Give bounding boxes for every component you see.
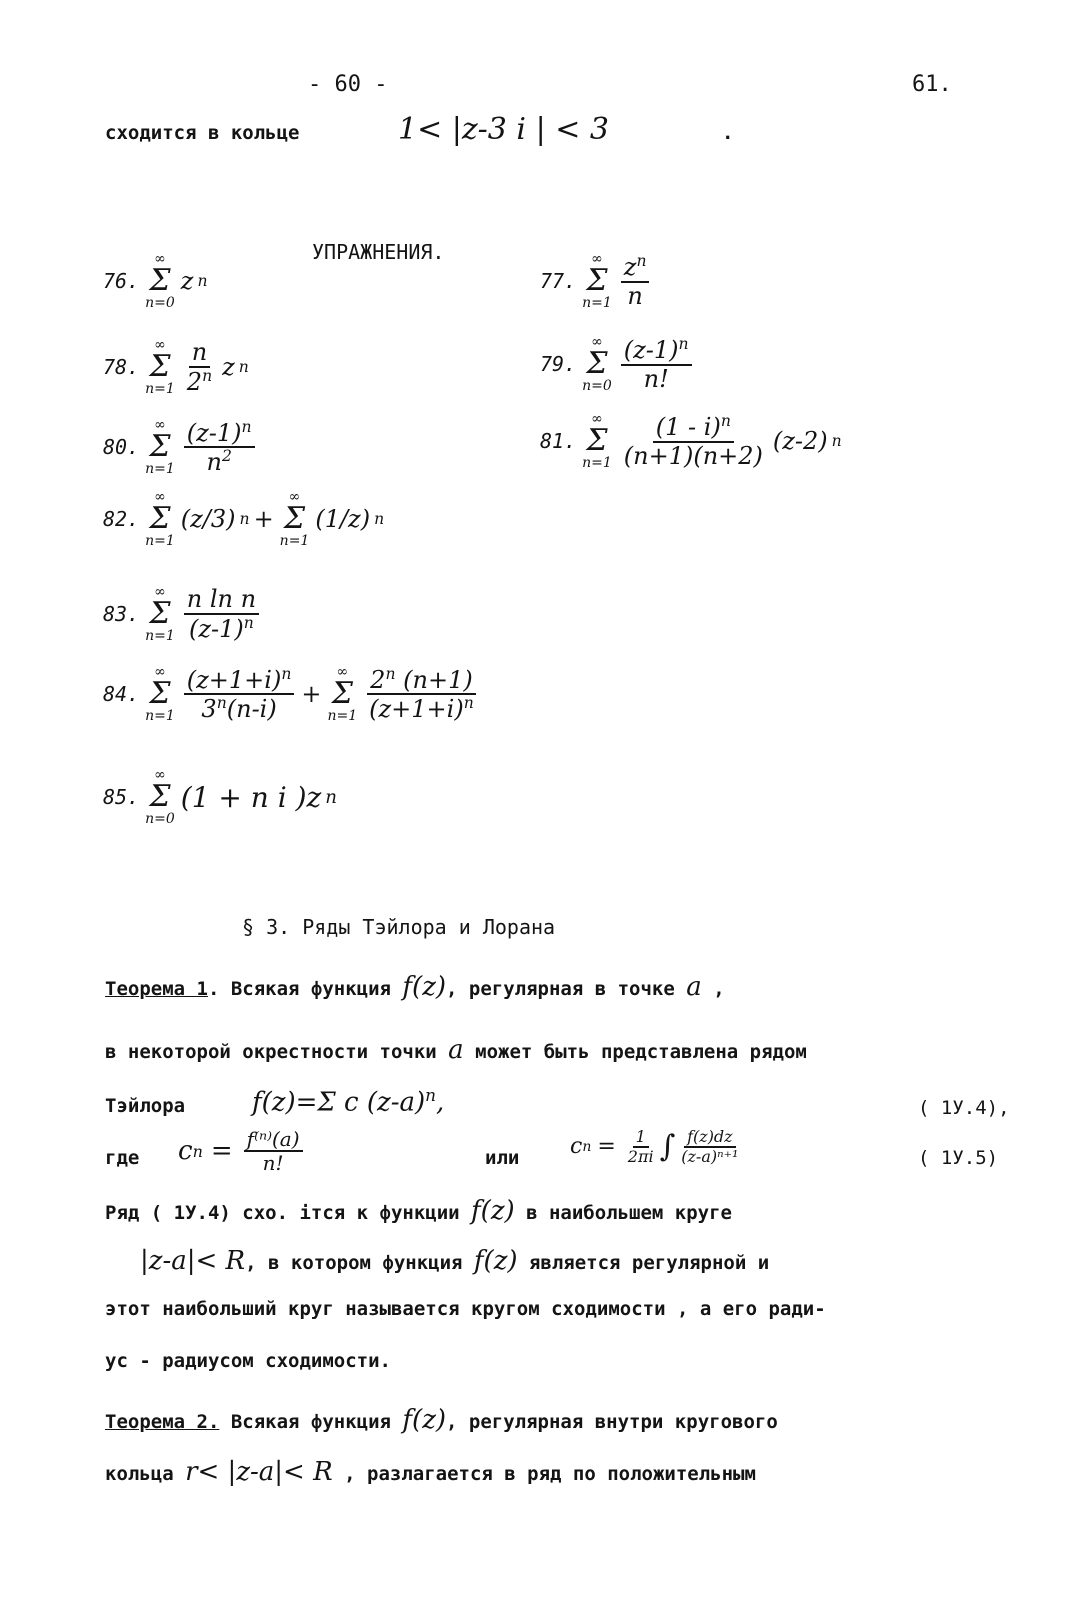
exercise-number: 84. xyxy=(103,682,140,706)
text: , xyxy=(701,978,725,1000)
exercise-number: 76. xyxy=(103,269,140,293)
fraction: $\frac{2^n (n+1)}{(z+1+i)^n}$ xyxy=(369,664,474,723)
summation: ∞ Σ n=1 xyxy=(145,417,175,477)
formula: f(z)=Σ c (z-a) xyxy=(252,1087,426,1118)
exponent: n xyxy=(239,510,250,528)
fraction: $\frac{\text{n ln n}}{(z-1)^n}$ xyxy=(184,586,259,642)
fraction: $\frac{\text{f⁽ⁿ⁾(a)}}{n!}$ xyxy=(244,1128,303,1174)
formula: a xyxy=(448,1035,464,1065)
formula: |z-a|< R xyxy=(140,1246,246,1276)
exercise-80 xyxy=(103,418,258,476)
exercises-title: УПРАЖНЕНИЯ. xyxy=(312,240,445,264)
exercise-number: 85. xyxy=(103,785,140,809)
page-number-right: 61. xyxy=(912,72,952,97)
term: (z-2) xyxy=(772,427,828,455)
text: , регулярная в точке xyxy=(446,978,687,1000)
exercise-83 xyxy=(103,585,262,643)
theorem1-line7: этот наибольший круг называется кругом сходимости , а его ради- xyxy=(105,1298,826,1320)
exercise-number: 77. xyxy=(540,269,577,293)
summation: ∞ Σ n=1 xyxy=(279,489,310,549)
formula: r< |z-a|< R xyxy=(185,1457,333,1487)
exponent: n xyxy=(238,358,249,376)
exercise-78 xyxy=(103,338,249,396)
summation: ∞ Σ n=1 xyxy=(145,584,175,644)
exercise-81 xyxy=(540,412,842,470)
theorem1-line5 xyxy=(105,1196,732,1226)
text: , разлагается в ряд по положительным xyxy=(332,1463,756,1485)
exponent: n xyxy=(197,272,208,290)
subscript: n xyxy=(192,1141,203,1161)
exponent: n xyxy=(325,786,337,808)
theorem1-line6 xyxy=(140,1246,769,1276)
theorem2-label: Теорема 2. xyxy=(105,1411,220,1433)
theorem1-label: Теорема 1 xyxy=(105,978,208,1000)
term: (1/z) xyxy=(315,505,371,533)
theorem1-line3 xyxy=(105,1095,185,1117)
term: (z/3) xyxy=(180,505,236,533)
integral-sign: ∫ xyxy=(659,1129,676,1165)
fraction: $\frac{(1 - i)^n}{(n+1)(n+2)}$ xyxy=(623,412,763,470)
text: в наибольшем круге xyxy=(514,1202,732,1224)
summation: ∞ Σ n=0 xyxy=(145,251,175,311)
text: является регулярной и xyxy=(517,1252,770,1274)
exercise-85 xyxy=(103,768,337,826)
formula: f(z) xyxy=(402,1405,447,1435)
exercise-number: 80. xyxy=(103,435,140,459)
exercise-79 xyxy=(540,335,695,393)
theorem2-line1 xyxy=(105,1405,778,1435)
term: (1 + n i )z xyxy=(180,780,322,814)
or-label: или xyxy=(485,1147,520,1169)
term: z xyxy=(222,353,235,381)
plus-sign: + xyxy=(253,505,274,533)
text: может быть представлена рядом xyxy=(463,1041,807,1063)
text: Тэйлора xyxy=(105,1095,186,1117)
formula: c xyxy=(570,1134,583,1160)
exponent: n xyxy=(831,432,842,450)
fraction: $\frac{(z-1)^n}{n!}$ xyxy=(621,336,692,392)
text: Ряд ( 1У.4) схо. ітся к функции xyxy=(105,1202,472,1224)
coefficient-formula-1: c n = $\frac{\text{f⁽ⁿ⁾(a)}}{n!}$ xyxy=(178,1128,306,1174)
exercise-number: 83. xyxy=(103,602,140,626)
fraction: $\frac{(z-1)^n}{n^2}$ xyxy=(184,419,255,476)
formula: a xyxy=(686,972,702,1002)
subscript: n xyxy=(582,1138,592,1155)
exercise-77 xyxy=(540,252,652,310)
text: кольца xyxy=(105,1463,186,1485)
fraction: $\frac{(z+1+i)^n}{3^n(n-i)}$ xyxy=(184,666,295,723)
summation: ∞ Σ n=1 xyxy=(145,664,175,724)
fraction: $\frac{1}{2\pi i}$ xyxy=(627,1127,654,1166)
text: , регулярная внутри кругового xyxy=(446,1411,778,1433)
text: , xyxy=(436,1087,445,1118)
page-number-left: - 60 - xyxy=(308,72,388,97)
fraction: $\frac{f(z)dz}{\text{(z-a)ⁿ⁺¹}}$ xyxy=(681,1127,739,1166)
exercise-number: 79. xyxy=(540,352,577,376)
formula: f(z) xyxy=(471,1196,515,1226)
exercise-number: 81. xyxy=(540,429,577,453)
where-label: где xyxy=(105,1147,140,1169)
text: в некоторой окрестности точки xyxy=(105,1041,449,1063)
formula: c xyxy=(178,1136,193,1166)
theorem1-line2 xyxy=(105,1035,807,1065)
equation-number-1: ( 1У.4), xyxy=(918,1097,1010,1119)
section-title: § 3. Ряды Тэйлора и Лорана xyxy=(242,915,556,939)
text: Всякая функция xyxy=(219,1411,403,1433)
formula: f(z) xyxy=(473,1246,518,1276)
summation: ∞ Σ n=1 xyxy=(327,664,358,724)
summation: ∞ Σ n=1 xyxy=(145,489,175,549)
fraction: $\frac{z^n}{n}$ xyxy=(621,253,650,309)
exercise-84 xyxy=(103,665,480,723)
exponent: n xyxy=(425,1085,437,1105)
taylor-series-formula xyxy=(252,1085,444,1118)
theorem2-line2 xyxy=(105,1457,756,1487)
intro-formula: 1< |z-3 i | < 3 xyxy=(398,112,609,147)
text: , в котором функция xyxy=(245,1252,474,1274)
theorem1-line8: ус - радиусом сходимости. xyxy=(105,1350,391,1372)
formula: f(z) xyxy=(402,972,447,1002)
fraction: $\frac{n}{2^n}$ xyxy=(186,338,213,396)
term: z xyxy=(180,267,194,295)
summation: ∞ Σ n=1 xyxy=(582,411,612,471)
exercise-number: 78. xyxy=(103,355,140,379)
intro-text: сходится в кольце xyxy=(105,122,300,144)
intro-dot: . xyxy=(722,122,734,144)
summation: ∞ Σ n=0 xyxy=(145,767,175,827)
plus-sign: + xyxy=(301,680,322,708)
exponent: n xyxy=(374,510,385,528)
summation: ∞ Σ n=1 xyxy=(145,337,175,397)
exercise-76 xyxy=(103,252,207,310)
summation: ∞ Σ n=0 xyxy=(582,334,612,394)
coefficient-formula-2: c n = $\frac{1}{2\pi i}$ ∫ $\frac{f(z)dz}{\text{(z-a)ⁿ⁺¹}}$ xyxy=(570,1128,744,1165)
equation-number-2: ( 1У.5) xyxy=(918,1147,999,1169)
exercise-82 xyxy=(103,490,384,548)
exercise-number: 82. xyxy=(103,507,140,531)
theorem1-line1 xyxy=(105,972,725,1002)
text: . Всякая функция xyxy=(207,978,403,1000)
summation: ∞ Σ n=1 xyxy=(582,251,612,311)
